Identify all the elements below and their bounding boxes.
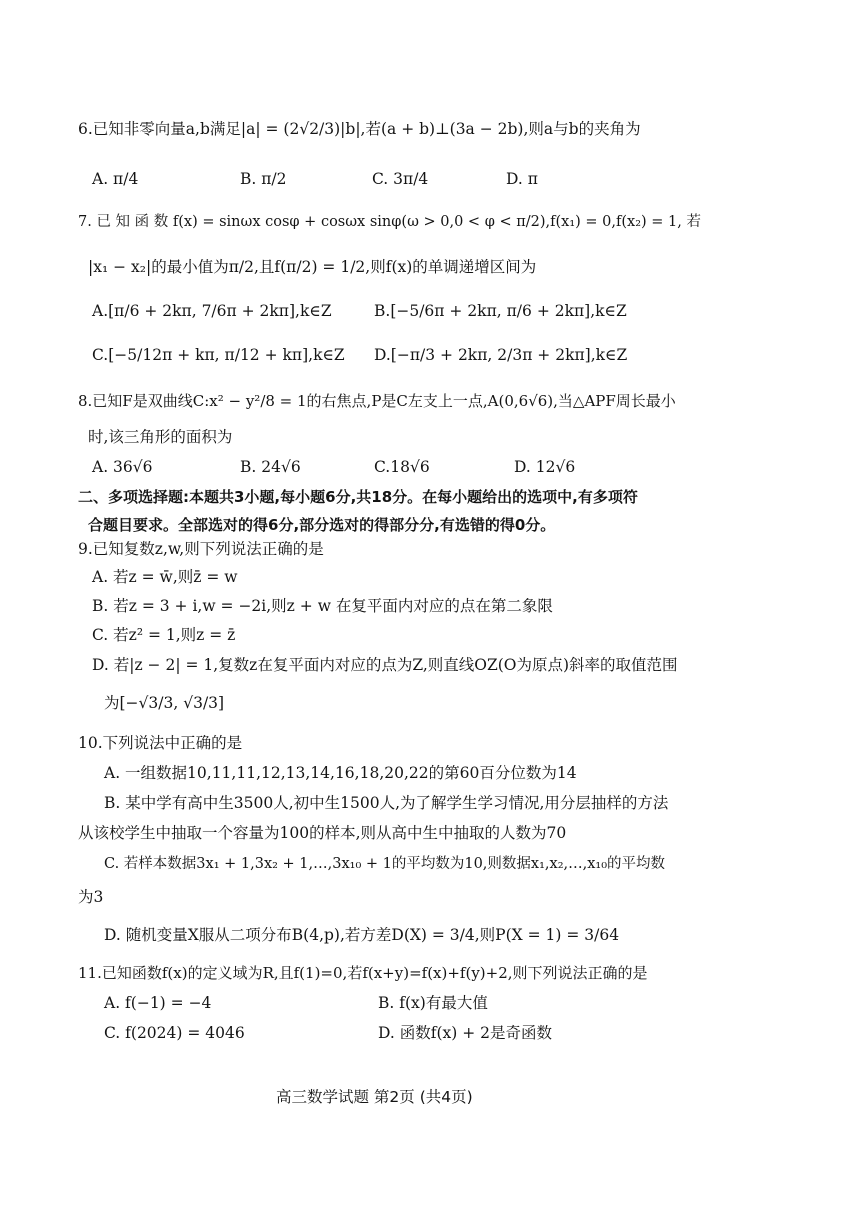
q9-option-b: B. 若z = 3 + i,w = −2i,则z + w 在复平面内对应的点在第二象限	[92, 597, 553, 615]
section2-heading-line2: 合题目要求。全部选对的得6分,部分选对的得部分分,有选错的得0分。	[88, 516, 556, 534]
q10-option-d: D. 随机变量X服从二项分布B(4,p),若方差D(X) = 3/4,则P(X = 1) = 3/64	[104, 926, 620, 944]
q8-option-a: A. 36√6	[92, 458, 153, 476]
q10-option-c-line1: C. 若样本数据3x₁ + 1,3x₂ + 1,…,3x₁₀ + 1的平均数为10,则数据x₁,x₂,…,x₁₀的平均数	[104, 856, 666, 872]
q7-option-c: C.[−5/12π + kπ, π/12 + kπ],k∈Z	[92, 346, 345, 364]
q9-option-d-line1: D. 若|z − 2| = 1,复数z在复平面内对应的点为Z,则直线OZ(O为原点)斜率的取值范围	[92, 656, 678, 674]
q10-stem: 10.下列说法中正确的是	[78, 734, 243, 752]
q8-option-c: C.18√6	[374, 458, 430, 476]
q7-option-d: D.[−π/3 + 2kπ, 2/3π + 2kπ],k∈Z	[374, 346, 628, 364]
q6-option-b: B. π/2	[240, 170, 287, 188]
q7-stem-line2: |x₁ − x₂|的最小值为π/2,且f(π/2) = 1/2,则f(x)的单调递增区间为	[88, 258, 537, 276]
q6-option-c: C. 3π/4	[372, 170, 429, 188]
q11-option-d: D. 函数f(x) + 2是奇函数	[378, 1024, 553, 1042]
q6-option-a: A. π/4	[92, 170, 139, 188]
q6-stem: 6.已知非零向量a,b满足|a| = (2√2/3)|b|,若(a + b)⊥(3a − 2b),则a与b的夹角为	[78, 120, 641, 138]
q9-option-a: A. 若z = w̄,则z̄ = w	[92, 568, 238, 586]
q8-option-d: D. 12√6	[514, 458, 576, 476]
q11-option-b: B. f(x)有最大值	[378, 994, 488, 1012]
q9-option-d-line2: 为[−√3/3, √3/3]	[104, 694, 225, 712]
q8-option-b: B. 24√6	[240, 458, 301, 476]
q10-option-a: A. 一组数据10,11,11,12,13,14,16,18,20,22的第60百分位数为14	[104, 764, 577, 782]
page-footer: 高三数学试题 第2页 (共4页)	[276, 1088, 473, 1106]
q9-option-c: C. 若z² = 1,则z = z̄	[92, 626, 236, 644]
q9-stem: 9.已知复数z,w,则下列说法正确的是	[78, 540, 324, 558]
q8-stem-line1: 8.已知F是双曲线C:x² − y²/8 = 1的右焦点,P是C左支上一点,A(0,6√6),当△APF周长最小	[78, 392, 676, 410]
q11-option-a: A. f(−1) = −4	[104, 994, 212, 1012]
q7-option-b: B.[−5/6π + 2kπ, π/6 + 2kπ],k∈Z	[374, 302, 627, 320]
q11-option-c: C. f(2024) = 4046	[104, 1024, 245, 1042]
section2-heading-line1: 二、多项选择题:本题共3小题,每小题6分,共18分。在每小题给出的选项中,有多项符	[78, 488, 638, 506]
q10-option-c-line2: 为3	[78, 888, 104, 906]
q11-stem: 11.已知函数f(x)的定义域为R,且f(1)=0,若f(x+y)=f(x)+f(y)+2,则下列说法正确的是	[78, 964, 648, 982]
q10-option-b-line1: B. 某中学有高中生3500人,初中生1500人,为了解学生学习情况,用分层抽样的方法	[104, 794, 669, 812]
q6-option-d: D. π	[506, 170, 538, 188]
q7-stem-line1: 7. 已 知 函 数 f(x) = sinωx cosφ + cosωx sinφ(ω > 0,0 < φ < π/2),f(x₁) = 0,f(x₂) = 1, 若	[78, 214, 701, 230]
q8-stem-line2: 时,该三角形的面积为	[88, 428, 233, 446]
q10-option-b-line2: 从该校学生中抽取一个容量为100的样本,则从高中生中抽取的人数为70	[78, 824, 567, 842]
q7-option-a: A.[π/6 + 2kπ, 7/6π + 2kπ],k∈Z	[92, 302, 332, 320]
